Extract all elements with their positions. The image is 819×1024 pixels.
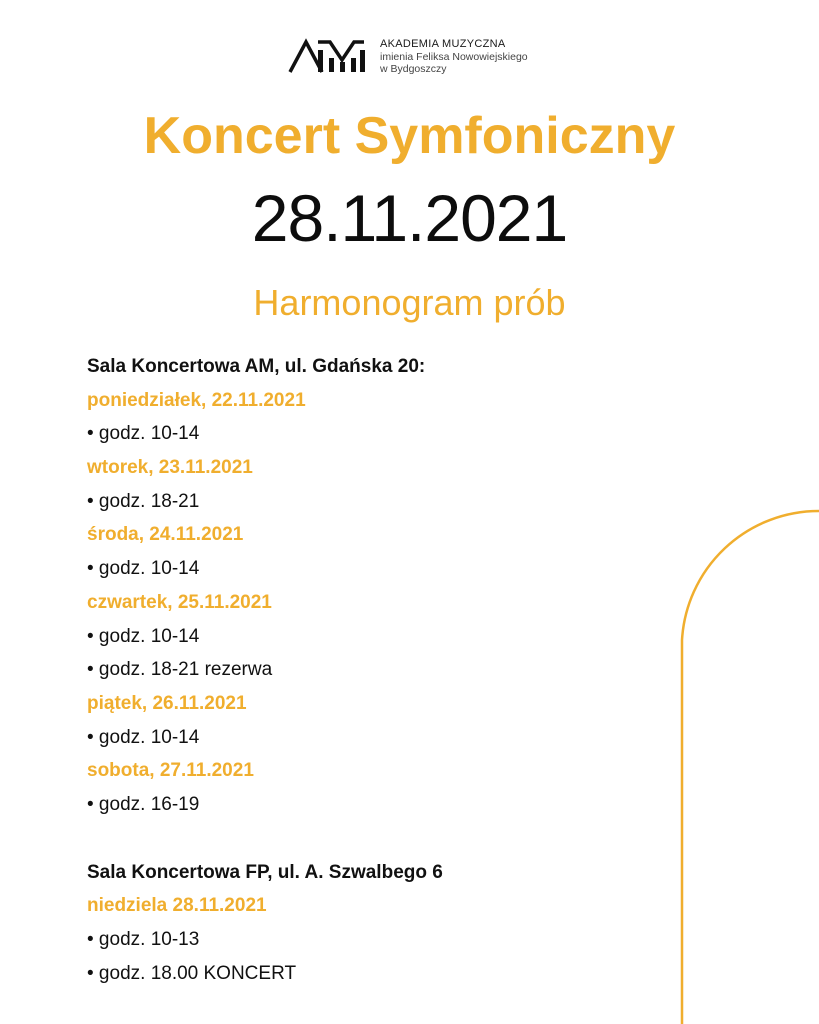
- time-slot: • godz. 16-19: [87, 793, 200, 815]
- schedule-subtitle: Harmonogram prób: [253, 282, 566, 323]
- logo-line-academy: AKADEMIA MUZYCZNA: [380, 38, 506, 50]
- day-heading: czwartek, 25.11.2021: [87, 591, 272, 613]
- time-slot: • godz. 18-21: [87, 490, 200, 512]
- page-title: Koncert Symfoniczny: [143, 107, 676, 165]
- section-spacer: [87, 822, 443, 856]
- day-heading: wtorek, 23.11.2021: [87, 457, 253, 479]
- logo-line-city: w Bydgoszczy: [380, 63, 447, 75]
- day-heading: niedziela 28.11.2021: [87, 895, 267, 917]
- academy-logo: [288, 38, 528, 76]
- time-slot: • godz. 18.00 KONCERT: [87, 962, 297, 984]
- time-slot: • godz. 10-14: [87, 558, 200, 580]
- logo-line-patron: imienia Feliksa Nowowiejskiego: [380, 50, 528, 63]
- rehearsal-schedule: [87, 350, 443, 990]
- time-slot: • godz. 10-14: [87, 625, 200, 647]
- day-heading: sobota, 27.11.2021: [87, 760, 254, 782]
- day-heading: środa, 24.11.2021: [87, 524, 244, 546]
- time-slot: • godz. 10-13: [87, 929, 200, 950]
- venue-heading: Sala Koncertowa FP, ul. A. Szwalbego 6: [87, 861, 443, 883]
- time-slot: • godz. 10-14: [87, 423, 200, 445]
- day-heading: poniedziałek, 22.11.2021: [87, 389, 306, 411]
- logo-text: [380, 38, 528, 76]
- time-slot: • godz. 18-21 rezerwa: [87, 659, 273, 681]
- venue-heading: Sala Koncertowa AM, ul. Gdańska 20:: [87, 356, 426, 377]
- am-logo-mark-icon: [288, 38, 366, 76]
- day-heading: piątek, 26.11.2021: [87, 692, 247, 714]
- time-slot: • godz. 10-14: [87, 726, 200, 748]
- concert-date: 28.11.2021: [251, 181, 568, 255]
